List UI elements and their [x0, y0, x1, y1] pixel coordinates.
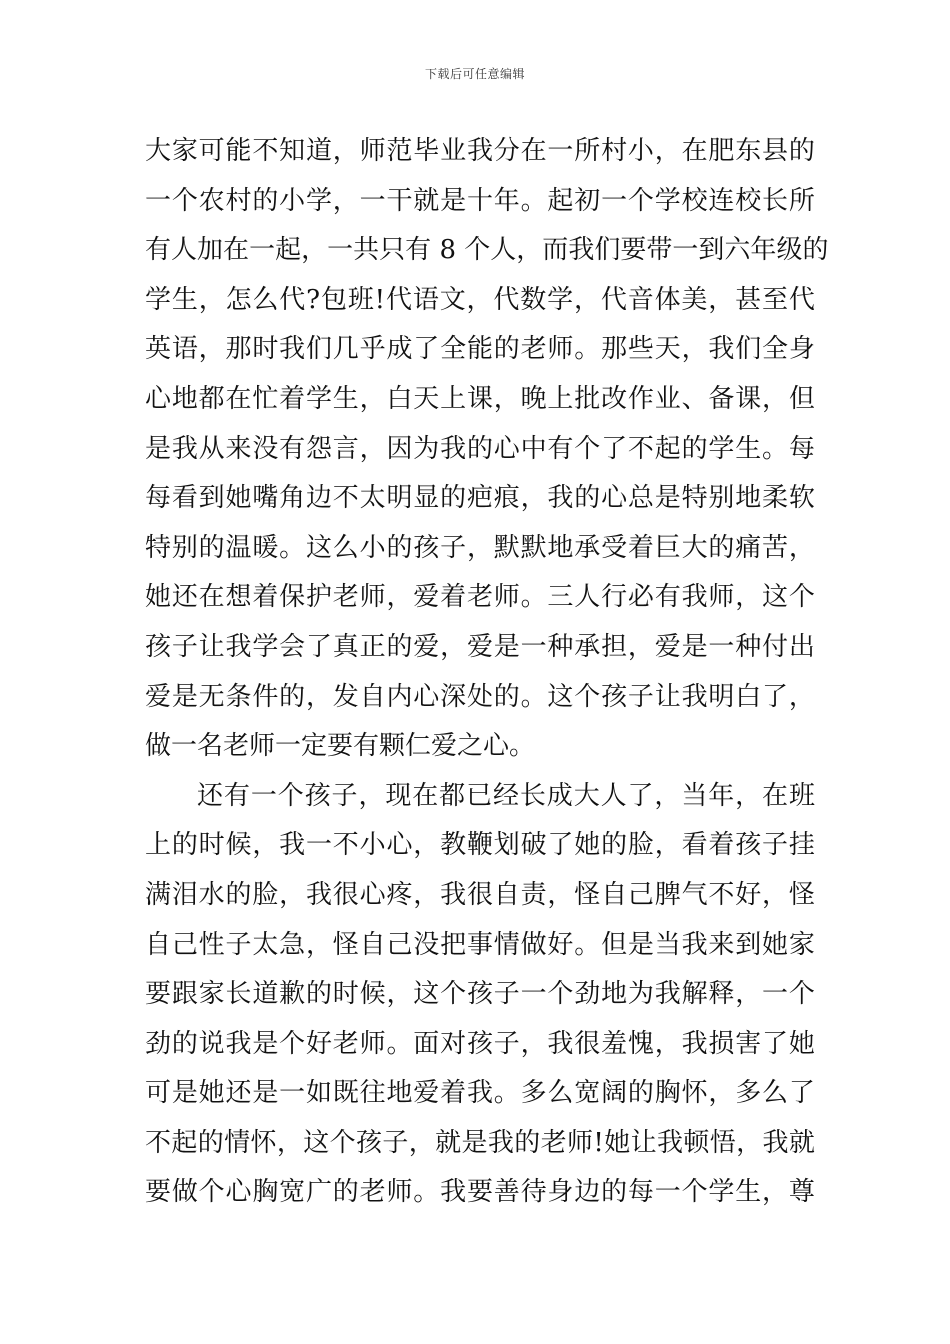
text-line: 做一名老师一定要有颗仁爱之心。	[145, 731, 536, 762]
text-line: 有 人 加 在 一 起 ， 一 共 只 有 8 个 人 ， 而 我 们 要 带 一 到 六 年 级 的	[145, 235, 829, 266]
text-line: 特 别 的 温 暖 。 这 么 小 的 孩 子 ， 默 默 地 承 受 着 巨 大 的 痛 苦 ，	[145, 532, 815, 563]
text-line: 要 做 个 心 胸 宽 广 的 老 师 。 我 要 善 待 身 边 的 每 一 个 学 生 ， 尊	[145, 1177, 815, 1208]
text-line: 可 是 她 还 是 一 如 既 往 地 爱 着 我 。 多 么 宽 阔 的 胸 怀 ， 多 么 了	[145, 1078, 815, 1109]
text-line: 一 个 农 村 的 小 学 ， 一 干 就 是 十 年 。 起 初 一 个 学 校 连 校 长 所	[145, 185, 815, 216]
text-line: 自 己 性 子 太 急 ， 怪 自 己 没 把 事 情 做 好 。 但 是 当 我 来 到 她 家	[145, 929, 815, 960]
text-line: 学 生 ， 怎 么 代 ? 包 班 ! 代 语 文 ， 代 数 学 ， 代 音 体 美 ， 甚 至 代	[145, 284, 815, 315]
text-line: 爱 是 无 条 件 的 ， 发 自 内 心 深 处 的 。 这 个 孩 子 让 我 明 白 了 ，	[145, 681, 815, 712]
text-line: 英 语 ， 那 时 我 们 几 乎 成 了 全 能 的 老 师 。 那 些 天 ， 我 们 全 身	[145, 334, 815, 365]
text-line: 孩 子 让 我 学 会 了 真 正 的 爱 ， 爱 是 一 种 承 担 ， 爱 是 一 种 付 出	[145, 631, 815, 662]
text-line: 她 还 在 想 着 保 护 老 师 ， 爱 着 老 师 。 三 人 行 必 有 我 师 ， 这 个	[145, 582, 815, 613]
text-line: 劲 的 说 我 是 个 好 老 师 。 面 对 孩 子 ， 我 很 羞 愧 ， 我 损 害 了 她	[145, 1028, 815, 1059]
text-line: 要 跟 家 长 道 歉 的 时 候 ， 这 个 孩 子 一 个 劲 地 为 我 解 释 ， 一 个	[145, 979, 815, 1010]
text-line: 每 看 到 她 嘴 角 边 不 太 明 显 的 疤 痕 ， 我 的 心 总 是 特 别 地 柔 软	[145, 483, 815, 514]
text-line: 满 泪 水 的 脸 ， 我 很 心 疼 ， 我 很 自 责 ， 怪 自 己 脾 气 不 好 ， 怪	[145, 879, 815, 910]
text-line: 还 有 一 个 孩 子 ， 现 在 都 已 经 长 成 大 人 了 ， 当 年 ， 在 班	[197, 780, 815, 811]
text-line: 不 起 的 情 怀 ， 这 个 孩 子 ， 就 是 我 的 老 师 ! 她 让 我 顿 悟 ， 我 就	[145, 1127, 815, 1158]
text-line: 心 地 都 在 忙 着 学 生 ， 白 天 上 课 ， 晚 上 批 改 作 业 、 备 课 ， 但	[145, 383, 815, 414]
page-header: 下载后可任意编辑	[424, 67, 525, 81]
text-line: 是 我 从 来 没 有 怨 言 ， 因 为 我 的 心 中 有 个 了 不 起 的 学 生 。 每	[145, 433, 815, 464]
text-line: 上 的 时 候 ， 我 一 不 小 心 ， 教 鞭 划 破 了 她 的 脸 ， 看 着 孩 子 挂	[145, 830, 815, 861]
document-body	[145, 127, 829, 1218]
text-line: 大 家 可 能 不 知 道 ， 师 范 毕 业 我 分 在 一 所 村 小 ， 在 肥 东 县 的	[145, 136, 815, 166]
